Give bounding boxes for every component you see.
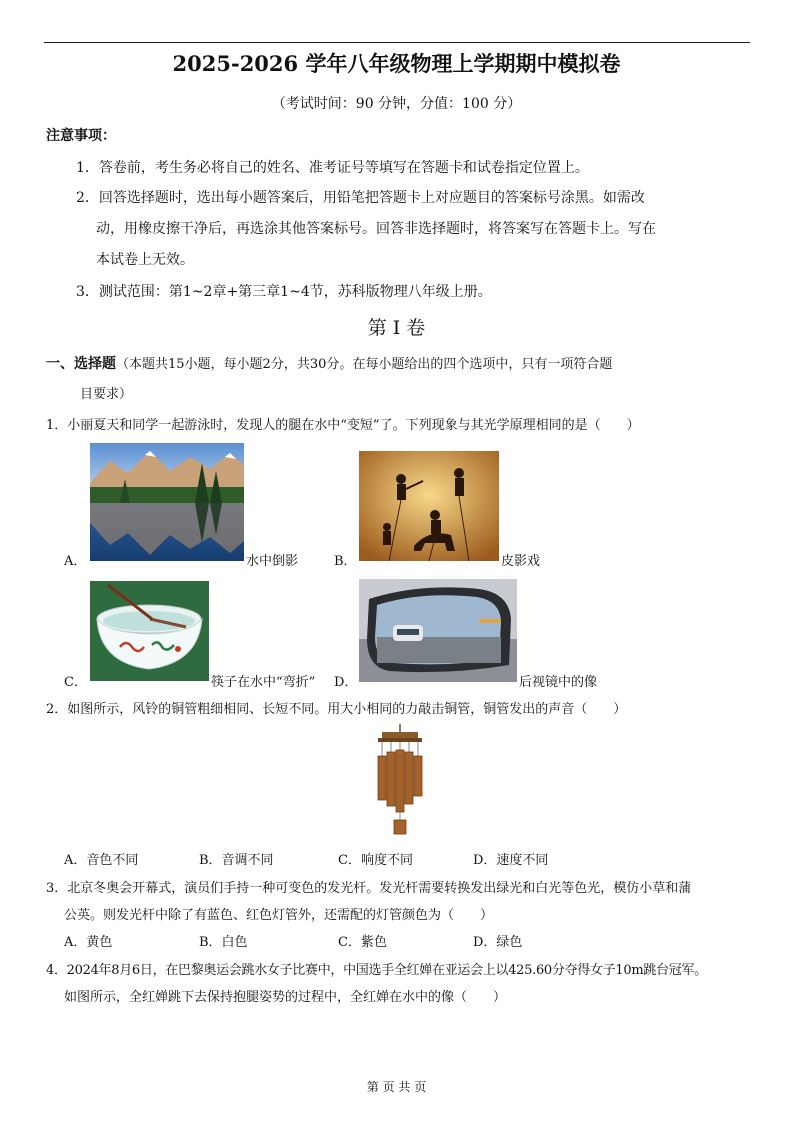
q3-option-c: C．紫色	[338, 935, 387, 950]
q3-option-b: B．白色	[199, 935, 248, 950]
q1-option-b-letter: B．	[334, 554, 357, 569]
q3-stem-line-1: 3．北京冬奥会开幕式，演员们手持一种可变色的发光杆。发光杆需要转换发出绿光和白光等色光，模仿小草和蒲	[46, 881, 692, 896]
q1-option-d-caption: 后视镜中的像	[519, 675, 598, 690]
q3-stem-line-2: 公英。则发光杆中除了有蓝色、红色灯管外，还需配的灯管颜色为（ ）	[64, 908, 494, 923]
section-note-cont: 目要求）	[80, 387, 133, 402]
q2-option-a: A．音色不同	[64, 853, 139, 868]
q1-option-a-caption: 水中倒影	[246, 554, 299, 569]
wind-chime-image	[370, 722, 430, 840]
q1-stem: 1．小丽夏天和同学一起游泳时，发现人的腿在水中“变短”了。下列现象与其光学原理相同的是（ ）	[46, 418, 640, 433]
q2-option-c: C．响度不同	[338, 853, 413, 868]
q3-option-a: A．黄色	[64, 935, 113, 950]
q1-option-a-letter: A．	[64, 554, 87, 569]
notice-item-2: 2．回答选择题时，选出每小题答案后，用铅笔把答题卡上对应题目的答案标号涂黑。如需改	[76, 190, 645, 206]
notice-heading: 注意事项：	[46, 128, 116, 144]
q2-option-b: B．音调不同	[199, 853, 274, 868]
section-note: （本题共15小题，每小题2分，共30分。在每小题给出的四个选项中，只有一项符合题	[116, 357, 613, 372]
q1-option-c-letter: C．	[64, 675, 87, 690]
section-title: 一、选择题	[46, 356, 116, 372]
notice-item-3: 3．测试范围：第1~2章+第三章1~4节，苏科版物理八年级上册。	[76, 284, 492, 300]
q1-option-d-letter: D．	[334, 675, 358, 690]
part-label: 第 I 卷	[367, 317, 426, 339]
lake-reflection-image	[90, 443, 244, 561]
q4-stem-line-1: 4．2024年8月6日，在巴黎奥运会跳水女子比赛中，中国选手全红婵在亚运会上以425.60分夺得女子10m跳台冠军。	[46, 963, 707, 978]
q1-option-c-caption: 筷子在水中“弯折”	[211, 675, 316, 690]
q2-option-d: D．速度不同	[473, 853, 549, 868]
notice-item-2-cont: 动，用橡皮擦干净后，再选涂其他答案标号。回答非选择题时，将答案写在答题卡上。写在	[96, 221, 656, 237]
rearview-mirror-image	[359, 579, 517, 682]
exam-subtitle: （考试时间：90 分钟，分值：100 分）	[271, 96, 522, 112]
page-footer: 第 页 共 页	[366, 1080, 427, 1094]
chopsticks-bowl-image	[90, 581, 209, 681]
q2-stem: 2．如图所示，风铃的铜管粗细相同、长短不同。用大小相同的力敲击铜管，铜管发出的声音（ ）	[46, 702, 627, 717]
q1-option-b-caption: 皮影戏	[501, 554, 541, 569]
q3-option-d: D．绿色	[473, 935, 523, 950]
notice-item-2-end: 本试卷上无效。	[96, 252, 194, 268]
shadow-puppet-image	[359, 451, 499, 561]
q4-stem-line-2: 如图所示，全红婵跳下去保持抱腿姿势的过程中，全红婵在水中的像（ ）	[64, 990, 507, 1005]
section-heading	[46, 353, 612, 373]
notice-item-1: 1．答卷前，考生务必将自己的姓名、准考证号等填写在答题卡和试卷指定位置上。	[76, 160, 589, 176]
header-rule	[44, 42, 750, 43]
exam-title: 2025-2026 学年八年级物理上学期期中模拟卷	[172, 51, 621, 76]
